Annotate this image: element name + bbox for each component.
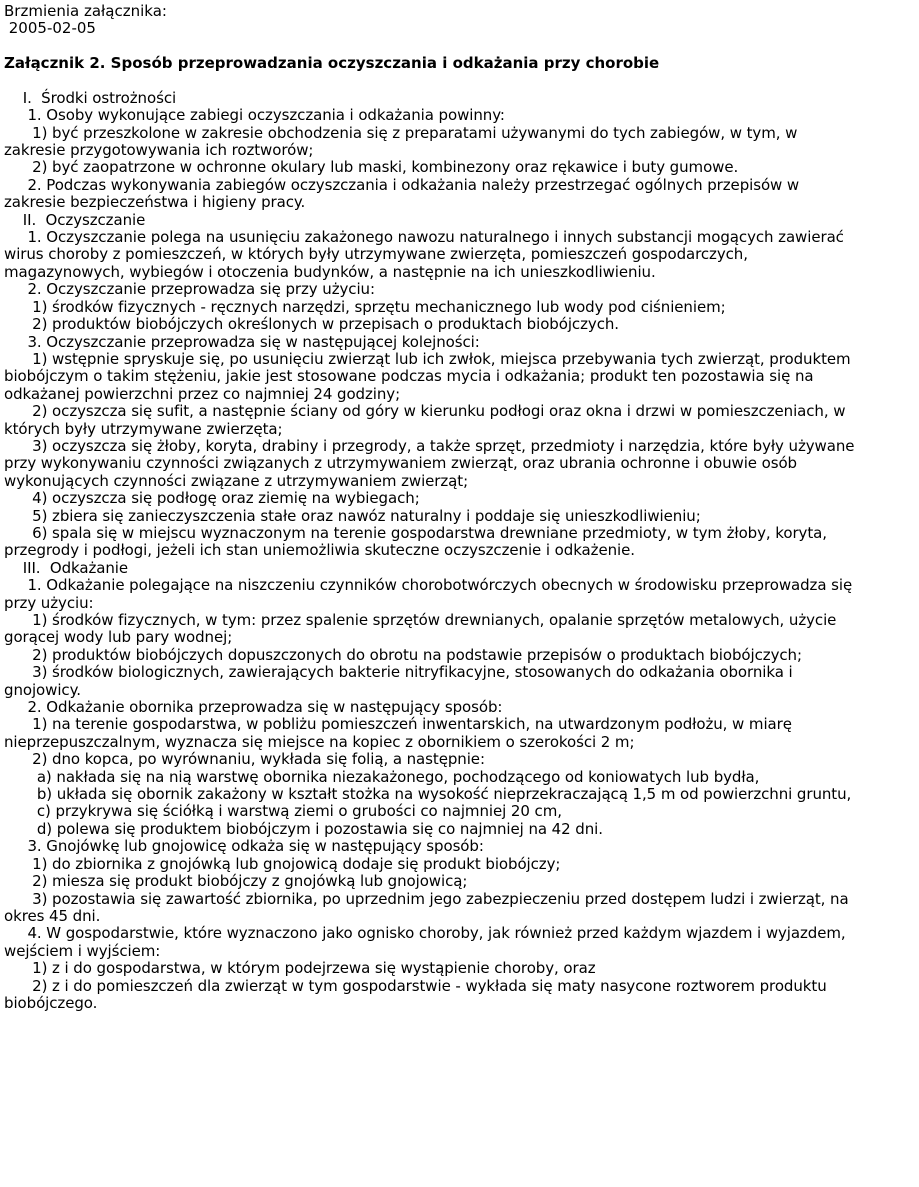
- text-line: zakresie bezpieczeństwa i higieny pracy.: [4, 193, 306, 212]
- text-line: 2) być zaopatrzone w ochronne okulary lub maski, kombinezony oraz rękawice i buty gumowe.: [4, 158, 739, 177]
- text-line: 2. Podczas wykonywania zabiegów oczyszczania i odkażania należy przestrzegać ogólnych przepisów w: [4, 175, 800, 194]
- text-line: magazynowych, wybiegów i otoczenia budynków, a następnie na ich unieszkodliwieniu.: [4, 262, 656, 281]
- text-line: 2) z i do pomieszczeń dla zwierząt w tym gospodarstwie - wykłada się maty nasycone roztworem produktu: [4, 976, 827, 995]
- text-line: 1) środków fizycznych, w tym: przez spalenie sprzętów drewnianych, opalanie sprzętów metalowych, użycie: [4, 611, 837, 629]
- text-line: których były utrzymywane zwierzęta;: [4, 419, 283, 438]
- text-line: a) nakłada się na nią warstwę obornika niezakażonego, pochodzącego od koniowatych lub bydła,: [4, 767, 760, 786]
- attachment-body: [4, 90, 907, 1013]
- text-line: 2) produktów biobójczych dopuszczonych do obrotu na podstawie przepisów o produktach biobójczych;: [4, 645, 802, 664]
- text-line: 3. Oczyszczanie przeprowadza się w następującej kolejności:: [4, 332, 480, 351]
- text-line: 3. Gnojówkę lub gnojowicę odkaża się w następujący sposób:: [4, 837, 484, 856]
- text-line: 2) dno kopca, po wyrównaniu, wykłada się folią, a następnie:: [4, 750, 485, 769]
- version-date: 2005-02-05: [4, 19, 96, 38]
- text-line: 1) do zbiornika z gnojówką lub gnojowicą dodaje się produkt biobójczy;: [4, 854, 561, 873]
- text-line: 1) z i do gospodarstwa, w którym podejrzewa się wystąpienie choroby, oraz: [4, 959, 596, 978]
- text-line: 2) oczyszcza się sufit, a następnie ściany od góry w kierunku podłogi oraz okna i drzwi w pomieszczeniach, w: [4, 402, 846, 421]
- text-line: 1. Odkażanie polegające na niszczeniu czynników chorobotwórczych obecnych w środowisku przeprowadza się: [4, 576, 853, 595]
- version-label: Brzmienia załącznika:: [4, 2, 167, 20]
- text-line: wejściem i wyjściem:: [4, 941, 161, 960]
- text-line: przegrody i podłogi, jeżeli ich stan uniemożliwia skuteczne oczyszczenie i odkażenie.: [4, 541, 635, 560]
- text-line: 1) środków fizycznych - ręcznych narzędzi, sprzętu mechanicznego lub wody pod ciśnieniem;: [4, 297, 726, 316]
- text-line: zakresie przygotowywania ich roztworów;: [4, 141, 314, 160]
- text-line: 4. W gospodarstwie, które wyznaczono jako ognisko choroby, jak również przed każdym wjazdem i wyjazdem,: [4, 924, 846, 943]
- text-line: I. Środki ostrożności: [4, 88, 177, 107]
- text-line: II. Oczyszczanie: [4, 210, 146, 229]
- text-line: 1) być przeszkolone w zakresie obchodzenia się z preparatami używanymi do tych zabiegów, w tym, w: [4, 123, 798, 142]
- text-line: odkażanej powierzchni przez co najmniej 24 godziny;: [4, 384, 401, 403]
- text-line: wykonujących czynności związane z utrzymywaniem zwierząt;: [4, 471, 469, 490]
- text-line: 5) zbiera się zanieczyszczenia stałe oraz nawóz naturalny i poddaje się unieszkodliwieniu;: [4, 506, 701, 525]
- text-line: 6) spala się w miejscu wyznaczonym na terenie gospodarstwa drewniane przedmioty, w tym żłoby, koryta,: [4, 523, 827, 542]
- text-line: wirus choroby z pomieszczeń, w których były utrzymywane zwierzęta, pomieszczeń gospodarczych,: [4, 245, 748, 264]
- text-line: 1) wstępnie spryskuje się, po usunięciu zwierząt lub ich zwłok, miejsca przebywania tych zwierząt, produktem: [4, 349, 851, 368]
- text-line: gorącej wody lub pary wodnej;: [4, 628, 233, 647]
- text-line: okres 45 dni.: [4, 906, 101, 925]
- text-line: 3) oczyszcza się żłoby, koryta, drabiny i przegrody, a także sprzęt, przedmioty i narzędzia, które były używane: [4, 436, 855, 455]
- text-line: 2. Oczyszczanie przeprowadza się przy użyciu:: [4, 280, 375, 299]
- text-line: przy wykonywaniu czynności związanych z utrzymywaniem zwierząt, oraz ubrania ochronne i obuwie osób: [4, 454, 797, 473]
- text-line: 2) miesza się produkt biobójczy z gnojówką lub gnojowicą;: [4, 872, 468, 891]
- text-line: nieprzepuszczalnym, wyznacza się miejsce na kopiec z obornikiem o szerokości 2 m;: [4, 732, 635, 751]
- text-line: biobójczego.: [4, 993, 98, 1012]
- text-line: 4) oczyszcza się podłogę oraz ziemię na wybiegach;: [4, 489, 420, 508]
- text-line: 2) produktów biobójczych określonych w przepisach o produktach biobójczych.: [4, 315, 619, 334]
- text-line: 1. Oczyszczanie polega na usunięciu zakażonego nawozu naturalnego i innych substancji mogących zawierać: [4, 228, 844, 247]
- attachment-title: Załącznik 2. Sposób przeprowadzania oczyszczania i odkażania przy chorobie: [4, 53, 660, 72]
- text-line: gnojowicy.: [4, 680, 81, 699]
- text-line: c) przykrywa się ściółką i warstwą ziemi o grubości co najmniej 20 cm,: [4, 802, 562, 821]
- text-line: biobójczym o takim stężeniu, jakie jest stosowane podczas mycia i odkażania; produkt ten pozostawia się na: [4, 367, 814, 386]
- text-line: 1. Osoby wykonujące zabiegi oczyszczania i odkażania powinny:: [4, 106, 505, 125]
- text-line: 1) na terenie gospodarstwa, w pobliżu pomieszczeń inwentarskich, na utwardzonym podłożu, w miarę: [4, 715, 792, 734]
- text-line: b) układa się obornik zakażony w kształt stożka na wysokość nieprzekraczającą 1,5 m od powierzchni gruntu,: [4, 785, 852, 804]
- text-line: 2. Odkażanie obornika przeprowadza się w następujący sposób:: [4, 698, 503, 717]
- text-line: 3) pozostawia się zawartość zbiornika, po uprzednim jego zabezpieczeniu przed dostępem ludzi i zwierząt, na: [4, 889, 849, 908]
- text-line: przy użyciu:: [4, 593, 94, 612]
- text-line: 3) środków biologicznych, zawierających bakterie nitryfikacyjne, stosowanych do odkażania obornika i: [4, 663, 793, 682]
- text-line: III. Odkażanie: [4, 558, 129, 577]
- text-line: d) polewa się produktem biobójczym i pozostawia się co najmniej na 42 dni.: [4, 819, 603, 838]
